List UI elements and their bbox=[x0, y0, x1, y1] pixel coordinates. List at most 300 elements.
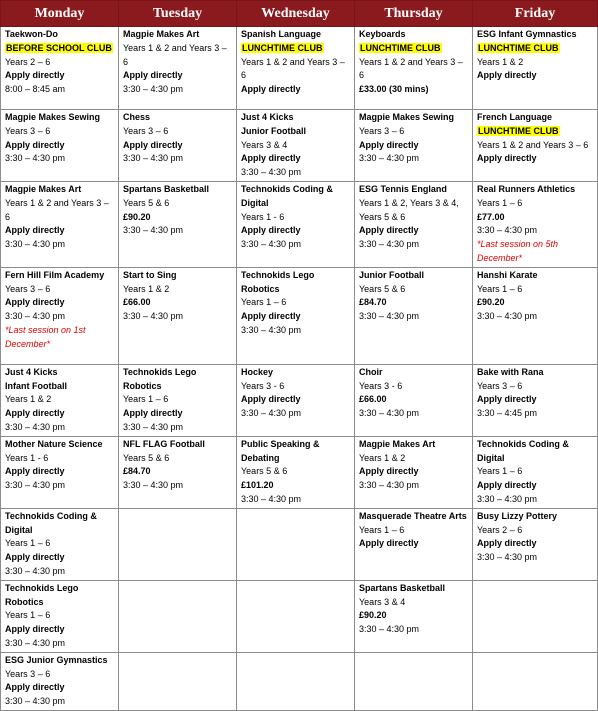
empty-cell bbox=[237, 652, 355, 710]
club-line bbox=[359, 380, 469, 394]
club-detail-bold: £90.20 bbox=[477, 297, 505, 308]
club-line bbox=[241, 125, 351, 139]
club-line bbox=[359, 152, 469, 166]
club-detail: Years 3 - 6 bbox=[359, 380, 403, 391]
club-cell-thursday bbox=[355, 27, 473, 110]
club-line bbox=[477, 296, 594, 310]
club-detail: Years 1 & 2, Years 3 & 4, Years 5 & 6 bbox=[359, 197, 459, 222]
empty-cell bbox=[119, 580, 237, 652]
club-detail: Years 3 – 6 bbox=[359, 125, 405, 136]
club-detail: 3:30 – 4:30 pm bbox=[477, 311, 538, 322]
club-line bbox=[123, 83, 233, 97]
club-session-badge: LUNCHTIME CLUB bbox=[360, 42, 441, 53]
club-line bbox=[241, 56, 351, 84]
club-line bbox=[359, 111, 469, 125]
club-line bbox=[359, 283, 469, 297]
table-row bbox=[1, 267, 598, 364]
club-detail: Years 2 – 6 bbox=[5, 56, 51, 67]
club-cell-friday bbox=[473, 508, 598, 580]
club-line bbox=[5, 28, 115, 42]
club-cell-monday bbox=[1, 652, 119, 710]
club-session-badge: LUNCHTIME CLUB bbox=[242, 42, 323, 53]
club-detail: Years 1 & 2 bbox=[123, 283, 170, 294]
club-detail: 3:30 – 4:30 pm bbox=[359, 408, 420, 419]
club-line bbox=[5, 152, 115, 166]
club-detail-bold: Apply directly bbox=[241, 394, 301, 405]
club-line bbox=[241, 224, 351, 238]
club-line bbox=[123, 42, 233, 70]
club-line bbox=[123, 197, 233, 211]
club-line bbox=[359, 609, 469, 623]
club-line bbox=[477, 380, 594, 394]
club-line bbox=[5, 421, 115, 435]
club-cell-wednesday bbox=[237, 181, 355, 267]
club-cell-thursday bbox=[355, 508, 473, 580]
club-name: ESG Tennis England bbox=[359, 183, 447, 194]
club-cell-friday bbox=[473, 27, 598, 110]
club-name: Fern Hill Film Academy bbox=[5, 269, 105, 280]
club-line bbox=[477, 366, 594, 380]
club-line bbox=[241, 166, 351, 180]
club-line bbox=[477, 524, 594, 538]
club-detail: 3:30 – 4:30 pm bbox=[241, 408, 302, 419]
club-line bbox=[241, 211, 351, 225]
club-cell-monday bbox=[1, 508, 119, 580]
club-line bbox=[477, 224, 594, 238]
club-cell-friday bbox=[473, 364, 598, 436]
club-detail: Years 2 – 6 bbox=[477, 524, 523, 535]
club-detail-bold: Apply directly bbox=[359, 538, 419, 549]
club-name: Keyboards bbox=[359, 29, 406, 39]
club-line bbox=[5, 111, 115, 125]
club-cell-tuesday bbox=[119, 110, 237, 182]
club-line bbox=[359, 296, 469, 310]
club-line bbox=[241, 269, 351, 297]
club-line bbox=[123, 479, 233, 493]
club-detail: Years 3 – 6 bbox=[5, 668, 51, 679]
club-detail-bold: Junior Football bbox=[241, 125, 306, 136]
club-session-badge: LUNCHTIME CLUB bbox=[478, 42, 559, 53]
club-line bbox=[241, 479, 351, 493]
day-header-friday: Friday bbox=[473, 1, 598, 27]
club-line bbox=[477, 197, 594, 211]
club-detail: Years 1 & 2 and Years 3 – 6 bbox=[241, 56, 345, 81]
club-line bbox=[241, 438, 351, 466]
club-line bbox=[241, 296, 351, 310]
club-name: Spanish Language bbox=[241, 29, 322, 39]
club-cell-thursday bbox=[355, 267, 473, 364]
club-name: ESG Junior Gymnastics bbox=[5, 654, 108, 665]
club-detail: 3:30 – 4:30 pm bbox=[241, 493, 302, 504]
club-line bbox=[477, 139, 594, 153]
club-line bbox=[359, 465, 469, 479]
club-name: Technokids Lego Robotics bbox=[5, 582, 79, 607]
timetable-body bbox=[1, 27, 598, 711]
club-detail: Years 1 & 2 bbox=[5, 394, 52, 405]
club-session-badge: BEFORE SCHOOL CLUB bbox=[6, 42, 112, 53]
club-line bbox=[359, 183, 469, 197]
club-detail: 3:30 – 4:30 pm bbox=[477, 552, 538, 563]
table-row bbox=[1, 508, 598, 580]
club-detail-bold: Apply directly bbox=[241, 311, 301, 322]
club-detail-bold: Apply directly bbox=[477, 394, 537, 405]
club-line bbox=[359, 596, 469, 610]
club-line bbox=[5, 42, 115, 56]
club-line bbox=[241, 183, 351, 211]
club-line bbox=[123, 296, 233, 310]
club-detail: 3:30 – 4:30 pm bbox=[123, 421, 184, 432]
club-detail-bold: £77.00 bbox=[477, 211, 505, 222]
club-detail: 3:30 – 4:30 pm bbox=[477, 225, 538, 236]
empty-cell bbox=[237, 508, 355, 580]
club-line bbox=[5, 83, 115, 97]
club-detail: Years 1 – 6 bbox=[477, 466, 523, 477]
club-line bbox=[5, 380, 115, 394]
club-cell-wednesday bbox=[237, 267, 355, 364]
club-line bbox=[5, 139, 115, 153]
club-line bbox=[477, 438, 594, 466]
club-line bbox=[359, 83, 469, 97]
club-line bbox=[477, 310, 594, 324]
club-detail: 3:30 – 4:45 pm bbox=[477, 408, 538, 419]
club-detail: 3:30 – 4:30 pm bbox=[5, 153, 66, 164]
club-line bbox=[123, 211, 233, 225]
empty-cell bbox=[119, 652, 237, 710]
club-line bbox=[5, 537, 115, 551]
club-cell-thursday bbox=[355, 580, 473, 652]
club-line bbox=[5, 296, 115, 310]
empty-cell bbox=[119, 508, 237, 580]
club-detail: 3:30 – 4:30 pm bbox=[359, 239, 420, 250]
club-name: Chess bbox=[123, 112, 151, 122]
club-detail: Years 3 & 4 bbox=[241, 139, 288, 150]
club-cell-friday bbox=[473, 181, 598, 267]
club-detail: 3:30 – 4:30 pm bbox=[241, 324, 302, 335]
club-line bbox=[477, 211, 594, 225]
table-row bbox=[1, 652, 598, 710]
club-line bbox=[477, 238, 594, 266]
club-name: Busy Lizzy Pottery bbox=[477, 510, 558, 521]
club-detail-bold: Apply directly bbox=[477, 538, 537, 549]
club-line bbox=[123, 28, 233, 42]
club-detail: 3:30 – 4:30 pm bbox=[359, 480, 420, 491]
club-name: French Language bbox=[477, 112, 553, 122]
club-line bbox=[477, 28, 594, 42]
club-line bbox=[123, 283, 233, 297]
club-detail: Years 1 - 6 bbox=[5, 452, 49, 463]
club-detail: Years 1 & 2 bbox=[477, 56, 524, 67]
club-line bbox=[241, 111, 351, 125]
club-cell-monday bbox=[1, 364, 119, 436]
club-line bbox=[123, 310, 233, 324]
club-line bbox=[241, 152, 351, 166]
club-line bbox=[241, 28, 351, 42]
club-line bbox=[359, 582, 469, 596]
club-line bbox=[5, 654, 115, 668]
club-cell-monday bbox=[1, 27, 119, 110]
day-header-thursday: Thursday bbox=[355, 1, 473, 27]
club-line bbox=[359, 238, 469, 252]
club-cell-wednesday bbox=[237, 436, 355, 508]
club-detail: Years 3 – 6 bbox=[123, 125, 169, 136]
club-line bbox=[359, 197, 469, 225]
club-line bbox=[123, 269, 233, 283]
club-line bbox=[5, 551, 115, 565]
club-name: Technokids Coding & Digital bbox=[477, 438, 569, 463]
club-detail-bold: Apply directly bbox=[477, 153, 537, 164]
club-detail-bold: £101.20 bbox=[241, 480, 274, 491]
table-row bbox=[1, 181, 598, 267]
club-name: Technokids Lego Robotics bbox=[241, 269, 315, 294]
club-name: Junior Football bbox=[359, 269, 424, 280]
club-detail: 3:30 – 4:30 pm bbox=[5, 637, 66, 648]
club-name: Magpie Makes Art bbox=[5, 183, 82, 194]
club-line bbox=[359, 42, 469, 56]
club-detail-bold: Apply directly bbox=[5, 466, 65, 477]
club-detail-bold: £66.00 bbox=[123, 297, 151, 308]
club-detail-bold: Apply directly bbox=[123, 70, 183, 81]
club-line bbox=[123, 224, 233, 238]
club-line bbox=[5, 438, 115, 452]
club-line bbox=[123, 139, 233, 153]
club-detail: Years 5 & 6 bbox=[123, 197, 170, 208]
club-detail: Years 1 – 6 bbox=[477, 197, 523, 208]
club-line bbox=[477, 183, 594, 197]
club-line bbox=[477, 69, 594, 83]
club-name: Just 4 Kicks bbox=[241, 112, 294, 122]
club-session-badge: LUNCHTIME CLUB bbox=[478, 125, 559, 136]
club-line bbox=[5, 69, 115, 83]
club-line bbox=[5, 56, 115, 70]
club-line bbox=[477, 269, 594, 283]
club-name: Magpie Makes Sewing bbox=[359, 112, 455, 122]
club-line bbox=[241, 310, 351, 324]
club-detail-bold: Infant Football bbox=[5, 380, 67, 391]
club-name: ESG Infant Gymnastics bbox=[477, 29, 577, 39]
club-name: Spartans Basketball bbox=[123, 183, 210, 194]
club-detail-bold: £33.00 (30 mins) bbox=[359, 84, 429, 95]
club-line bbox=[123, 407, 233, 421]
club-line bbox=[5, 238, 115, 252]
club-line bbox=[5, 283, 115, 297]
club-detail: 3:30 – 4:30 pm bbox=[5, 421, 66, 432]
table-row bbox=[1, 27, 598, 110]
club-line bbox=[5, 582, 115, 610]
club-line bbox=[123, 111, 233, 125]
club-line bbox=[477, 465, 594, 479]
club-detail-bold: Apply directly bbox=[477, 70, 537, 81]
club-line bbox=[123, 366, 233, 394]
club-line bbox=[241, 139, 351, 153]
club-line bbox=[359, 537, 469, 551]
club-cell-monday bbox=[1, 110, 119, 182]
club-line bbox=[5, 125, 115, 139]
club-detail-bold: Apply directly bbox=[5, 297, 65, 308]
club-line bbox=[5, 479, 115, 493]
club-line bbox=[241, 393, 351, 407]
club-cell-monday bbox=[1, 267, 119, 364]
club-line bbox=[359, 452, 469, 466]
club-detail: 3:30 – 4:30 pm bbox=[123, 84, 184, 95]
club-line bbox=[359, 438, 469, 452]
club-detail: Years 3 – 6 bbox=[5, 283, 51, 294]
club-name: NFL FLAG Football bbox=[123, 438, 205, 449]
club-detail: 3:30 – 4:30 pm bbox=[241, 239, 302, 250]
club-line bbox=[477, 393, 594, 407]
club-detail: Years 1 & 2 and Years 3 – 6 bbox=[5, 197, 109, 222]
club-line bbox=[5, 609, 115, 623]
club-line bbox=[5, 695, 115, 709]
table-row bbox=[1, 110, 598, 182]
club-line bbox=[359, 56, 469, 84]
empty-cell bbox=[473, 652, 598, 710]
club-detail: Years 1 – 6 bbox=[5, 610, 51, 621]
table-row bbox=[1, 580, 598, 652]
table-row bbox=[1, 436, 598, 508]
club-line bbox=[477, 42, 594, 56]
club-name: Masquerade Theatre Arts bbox=[359, 510, 467, 521]
club-cell-monday bbox=[1, 181, 119, 267]
club-cell-wednesday bbox=[237, 27, 355, 110]
club-detail: Years 1 & 2 and Years 3 – 6 bbox=[359, 56, 463, 81]
club-name: Bake with Rana bbox=[477, 366, 544, 377]
club-line bbox=[477, 56, 594, 70]
club-line bbox=[5, 452, 115, 466]
club-name: Real Runners Athletics bbox=[477, 183, 576, 194]
club-line bbox=[477, 493, 594, 507]
club-line bbox=[359, 479, 469, 493]
club-line bbox=[5, 465, 115, 479]
club-detail-bold: Apply directly bbox=[123, 139, 183, 150]
club-detail-bold: Apply directly bbox=[5, 552, 65, 563]
club-line bbox=[359, 510, 469, 524]
club-line bbox=[241, 324, 351, 338]
club-name: Spartans Basketball bbox=[359, 582, 446, 593]
club-detail: Years 3 - 6 bbox=[241, 380, 285, 391]
club-line bbox=[5, 668, 115, 682]
club-detail-bold: Apply directly bbox=[5, 70, 65, 81]
club-cell-wednesday bbox=[237, 364, 355, 436]
club-line bbox=[123, 69, 233, 83]
club-line bbox=[241, 42, 351, 56]
club-line bbox=[477, 510, 594, 524]
club-detail: 8:00 – 8:45 am bbox=[5, 84, 66, 95]
club-name: Choir bbox=[359, 366, 383, 377]
club-line bbox=[5, 197, 115, 225]
day-header-wednesday: Wednesday bbox=[237, 1, 355, 27]
club-cell-tuesday bbox=[119, 436, 237, 508]
club-line bbox=[359, 407, 469, 421]
club-detail: Years 1 & 2 and Years 3 – 6 bbox=[477, 139, 589, 150]
club-cell-thursday bbox=[355, 436, 473, 508]
club-detail: Years 1 – 6 bbox=[359, 524, 405, 535]
club-line bbox=[477, 125, 594, 139]
club-line bbox=[5, 565, 115, 579]
club-detail: Years 1 – 6 bbox=[5, 538, 51, 549]
club-detail-bold: Apply directly bbox=[123, 408, 183, 419]
club-name: Start to Sing bbox=[123, 269, 177, 280]
club-detail: 3:30 – 4:30 pm bbox=[359, 153, 420, 164]
club-detail: 3:30 – 4:30 pm bbox=[123, 311, 184, 322]
club-detail-bold: Apply directly bbox=[477, 480, 537, 491]
club-line bbox=[359, 224, 469, 238]
club-detail: 3:30 – 4:30 pm bbox=[241, 167, 302, 178]
club-line bbox=[359, 366, 469, 380]
club-line bbox=[477, 111, 594, 125]
club-name: Taekwon-Do bbox=[5, 29, 58, 39]
empty-cell bbox=[355, 652, 473, 710]
club-detail: Years 1 – 6 bbox=[477, 283, 523, 294]
club-cell-friday bbox=[473, 436, 598, 508]
day-header-row bbox=[1, 1, 598, 27]
club-name: Mother Nature Science bbox=[5, 438, 103, 449]
club-line bbox=[477, 283, 594, 297]
club-cell-thursday bbox=[355, 110, 473, 182]
club-detail: 3:30 – 4:30 pm bbox=[5, 239, 66, 250]
club-detail-bold: Apply directly bbox=[359, 225, 419, 236]
club-line bbox=[477, 551, 594, 565]
club-cell-thursday bbox=[355, 181, 473, 267]
club-line bbox=[5, 393, 115, 407]
club-cell-thursday bbox=[355, 364, 473, 436]
club-detail-bold: £84.70 bbox=[123, 466, 151, 477]
club-cell-monday bbox=[1, 436, 119, 508]
club-line bbox=[477, 479, 594, 493]
club-detail-bold: Apply directly bbox=[5, 139, 65, 150]
club-detail-bold: Apply directly bbox=[359, 139, 419, 150]
club-name: Hockey bbox=[241, 366, 274, 377]
club-line bbox=[241, 83, 351, 97]
club-detail: Years 1 - 6 bbox=[241, 211, 285, 222]
club-detail: Years 3 – 6 bbox=[5, 125, 51, 136]
club-line bbox=[5, 637, 115, 651]
club-line bbox=[359, 393, 469, 407]
club-line bbox=[241, 465, 351, 479]
club-detail: 3:30 – 4:30 pm bbox=[123, 225, 184, 236]
club-detail: 3:30 – 4:30 pm bbox=[5, 696, 66, 707]
club-detail: 3:30 – 4:30 pm bbox=[477, 493, 538, 504]
club-detail-bold: Apply directly bbox=[5, 624, 65, 635]
club-detail-bold: £66.00 bbox=[359, 394, 387, 405]
club-line bbox=[123, 393, 233, 407]
club-name: Magpie Makes Sewing bbox=[5, 112, 101, 122]
club-line bbox=[123, 183, 233, 197]
club-line bbox=[5, 224, 115, 238]
club-name: Public Speaking & Debating bbox=[241, 438, 320, 463]
club-detail-bold: Apply directly bbox=[241, 225, 301, 236]
day-header-monday: Monday bbox=[1, 1, 119, 27]
club-detail-bold: £90.20 bbox=[123, 211, 151, 222]
club-line bbox=[241, 366, 351, 380]
club-detail: Years 5 & 6 bbox=[359, 283, 406, 294]
club-note: *Last session on 1st December* bbox=[5, 324, 86, 349]
club-line bbox=[5, 407, 115, 421]
club-line bbox=[123, 421, 233, 435]
club-detail: 3:30 – 4:30 pm bbox=[5, 311, 66, 322]
club-detail: Years 1 & 2 and Years 3 – 6 bbox=[123, 42, 227, 67]
club-cell-tuesday bbox=[119, 27, 237, 110]
club-line bbox=[477, 537, 594, 551]
club-line bbox=[5, 366, 115, 380]
empty-cell bbox=[473, 580, 598, 652]
club-detail-bold: £84.70 bbox=[359, 297, 387, 308]
club-name: Technokids Lego Robotics bbox=[123, 366, 197, 391]
club-line bbox=[5, 183, 115, 197]
club-cell-tuesday bbox=[119, 267, 237, 364]
club-name: Magpie Makes Art bbox=[123, 29, 200, 39]
club-line bbox=[5, 269, 115, 283]
club-name: Hanshi Karate bbox=[477, 269, 538, 280]
